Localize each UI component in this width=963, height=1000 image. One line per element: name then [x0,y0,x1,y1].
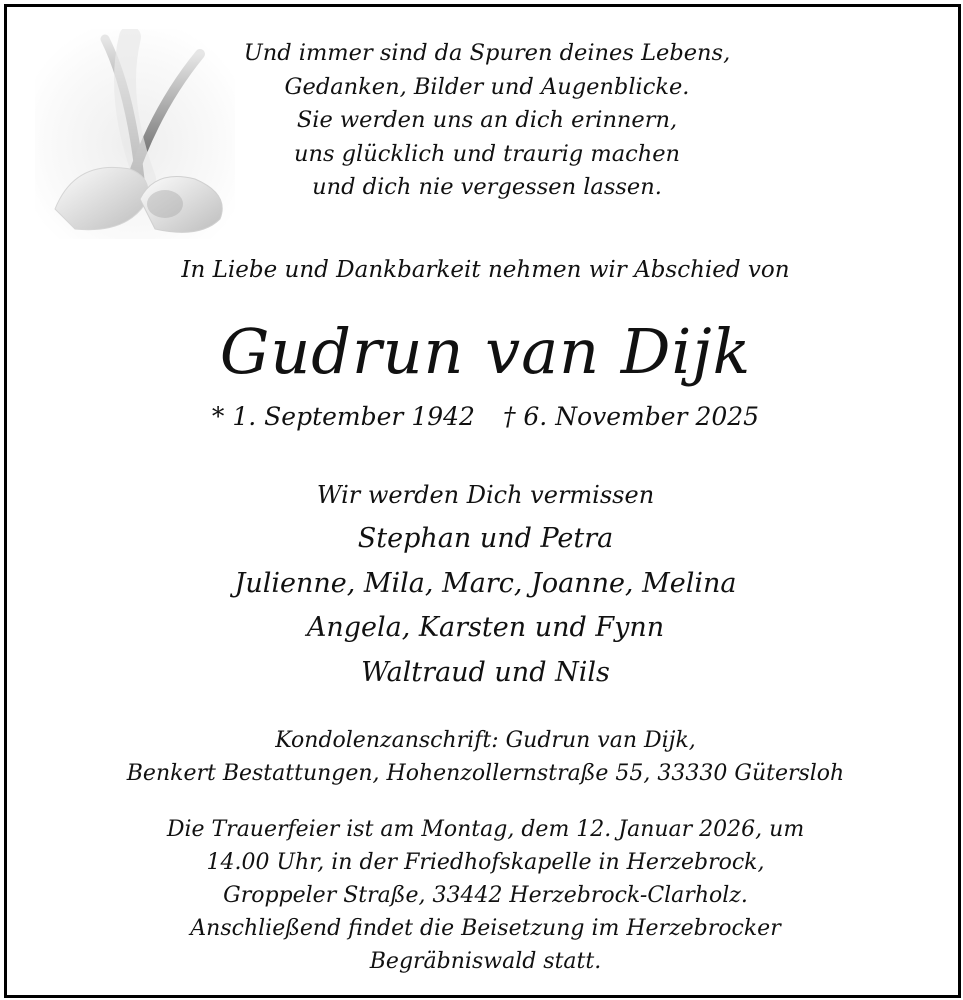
service-line: Groppeler Straße, 33442 Herzebrock-Clarholz. [223,883,748,908]
calla-lily-icon [35,29,235,239]
mourner-line: Julienne, Mila, Marc, Joanne, Melina [234,567,737,599]
mourners [7,477,963,695]
poem-line: uns glücklich und traurig machen [293,140,681,167]
service-line: Anschließend findet die Beisetzung im Herzebrocker [190,916,781,941]
service-line: Begräbniswald statt. [369,949,602,974]
poem-line: Sie werden uns an dich erinnern, [296,107,678,133]
poem-line: Gedanken, Bilder und Augenblicke. [284,73,690,100]
poem-line: und dich nie vergessen lassen. [312,174,662,200]
condolence-address [7,724,963,790]
death-date: † 6. November 2025 [502,402,760,431]
intro-text: In Liebe und Dankbarkeit nehmen wir Abschied von [181,257,790,283]
life-dates [7,402,963,431]
mourner-line: Stephan und Petra [357,523,614,554]
service-line: Die Trauerfeier ist am Montag, dem 12. Januar 2026, um [166,817,805,842]
birth-date: * 1. September 1942 [211,402,475,431]
obituary-frame [4,4,961,998]
address-line: Benkert Bestattungen, Hohenzollernstraße 55, 33330 Gütersloh [126,761,845,786]
service-line: 14.00 Uhr, in der Friedhofskapelle in Herzebrock, [206,850,765,875]
deceased-name: Gudrun van Dijk [219,315,752,388]
mourner-line: Waltraud und Nils [361,656,610,688]
poem-line: Und immer sind da Spuren deines Lebens, [243,40,731,66]
poem [237,37,737,205]
funeral-service-info [7,813,963,978]
mourners-heading: Wir werden Dich vermissen [316,481,655,509]
mourner-line: Angela, Karsten und Fynn [306,612,665,643]
address-line: Kondolenzanschrift: Gudrun van Dijk, [275,728,696,753]
